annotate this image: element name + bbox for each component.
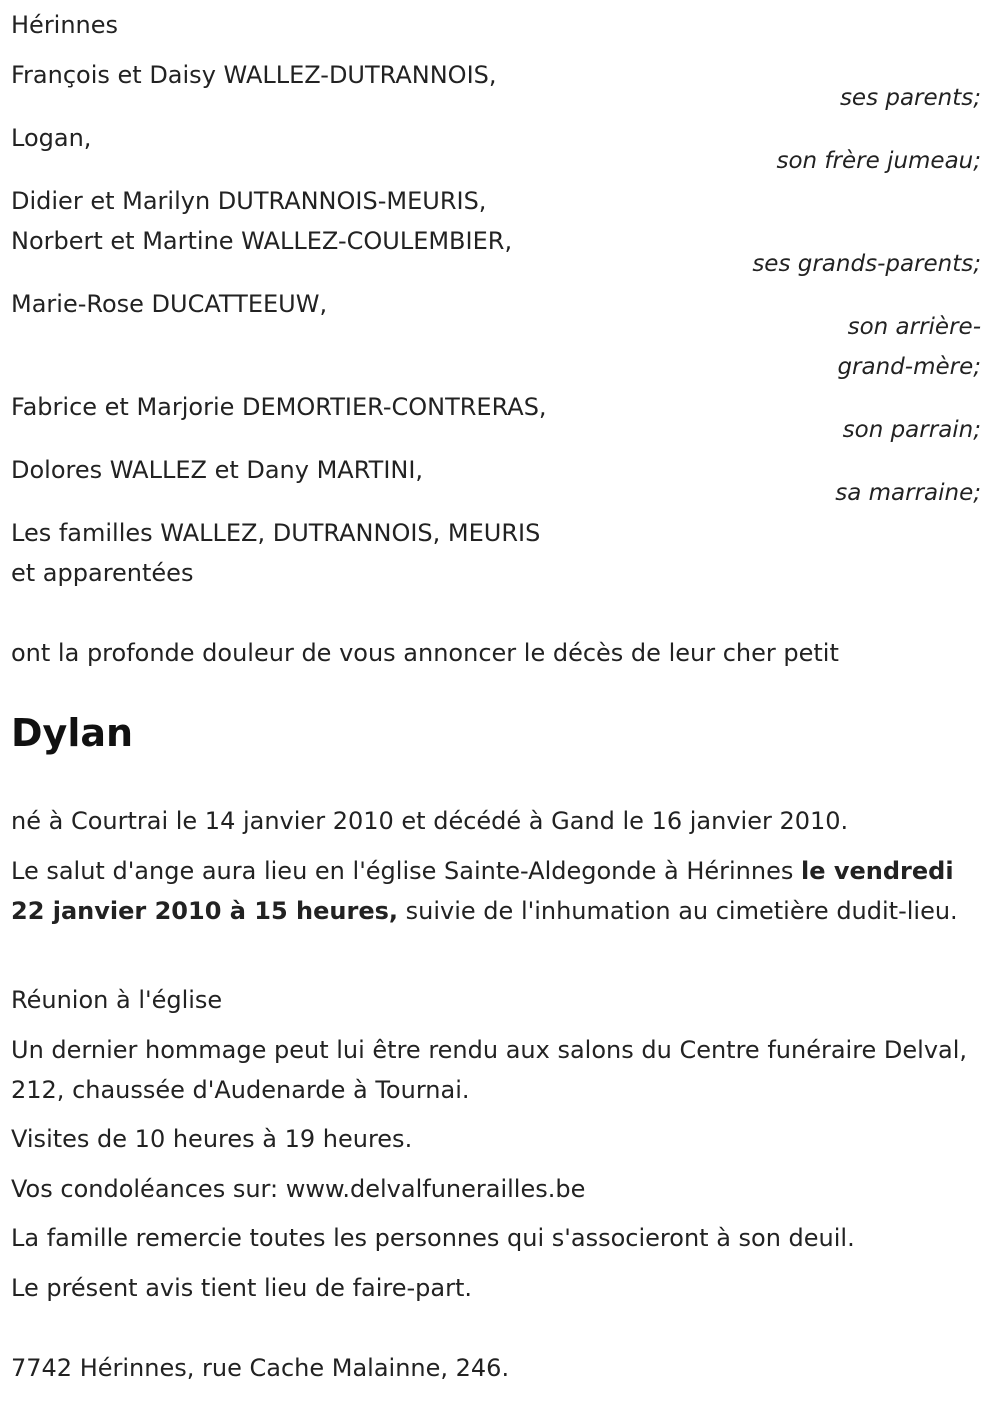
families-line-2: et apparentées [11, 559, 194, 587]
grandparents-role: ses grands-parents; [752, 251, 981, 277]
obituary-notice [11, 0, 991, 1401]
parents-names: François et Daisy WALLEZ-DUTRANNOIS, [11, 61, 497, 89]
birth-death-text: né à Courtrai le 14 janvier 2010 et décédé à Gand le 16 janvier 2010. [11, 807, 849, 835]
location-header: Hérinnes [11, 11, 119, 39]
announcement-text: ont la profonde douleur de vous annoncer le décès de leur cher petit [11, 639, 839, 667]
great-grandmother-name: Marie-Rose DUCATTEEUW, [11, 290, 328, 318]
brother-role: son frère jumeau; [776, 148, 981, 174]
godmother-name: Dolores WALLEZ et Dany MARTINI, [11, 456, 424, 484]
ceremony-text [11, 851, 986, 931]
ceremony-text-end: suivie de l'inhumation au cimetière dudit-lieu. [398, 897, 958, 925]
families-line-1: Les familles WALLEZ, DUTRANNOIS, MEURIS [11, 519, 541, 547]
godfather-name: Fabrice et Marjorie DEMORTIER-CONTRERAS, [11, 393, 547, 421]
godmother-role: sa marraine; [835, 480, 981, 506]
thanks-text: La famille remercie toutes les personnes qui s'associeront à son deuil. [11, 1224, 855, 1252]
deceased-name: Dylan [11, 711, 134, 755]
condolences-text: Vos condoléances sur: www.delvalfunerailles.be [11, 1175, 586, 1203]
address-text: 7742 Hérinnes, rue Cache Malainne, 246. [11, 1354, 510, 1382]
grandparents-line-1: Didier et Marilyn DUTRANNOIS-MEURIS, [11, 187, 487, 215]
parents-role: ses parents; [839, 85, 981, 111]
brother-name: Logan, [11, 124, 92, 152]
tribute-text: Un dernier hommage peut lui être rendu aux salons du Centre funéraire Delval, 212, chaussée d'Audenarde à Tournai. [11, 1036, 968, 1104]
great-grandmother-role-1: son arrière- [847, 314, 981, 340]
ceremony-text-start: Le salut d'ange aura lieu en l'église Sainte-Aldegonde à Hérinnes [11, 857, 801, 885]
grandparents-line-2: Norbert et Martine WALLEZ-COULEMBIER, [11, 227, 513, 255]
visits-text: Visites de 10 heures à 19 heures. [11, 1125, 413, 1153]
great-grandmother-role-2: grand-mère; [837, 354, 981, 380]
meeting-text: Réunion à l'église [11, 986, 223, 1014]
ceremony-date-time: le vendredi 22 janvier 2010 à 15 heures, [11, 857, 954, 925]
notice-text: Le présent avis tient lieu de faire-part. [11, 1274, 473, 1302]
godfather-role: son parrain; [842, 417, 981, 443]
